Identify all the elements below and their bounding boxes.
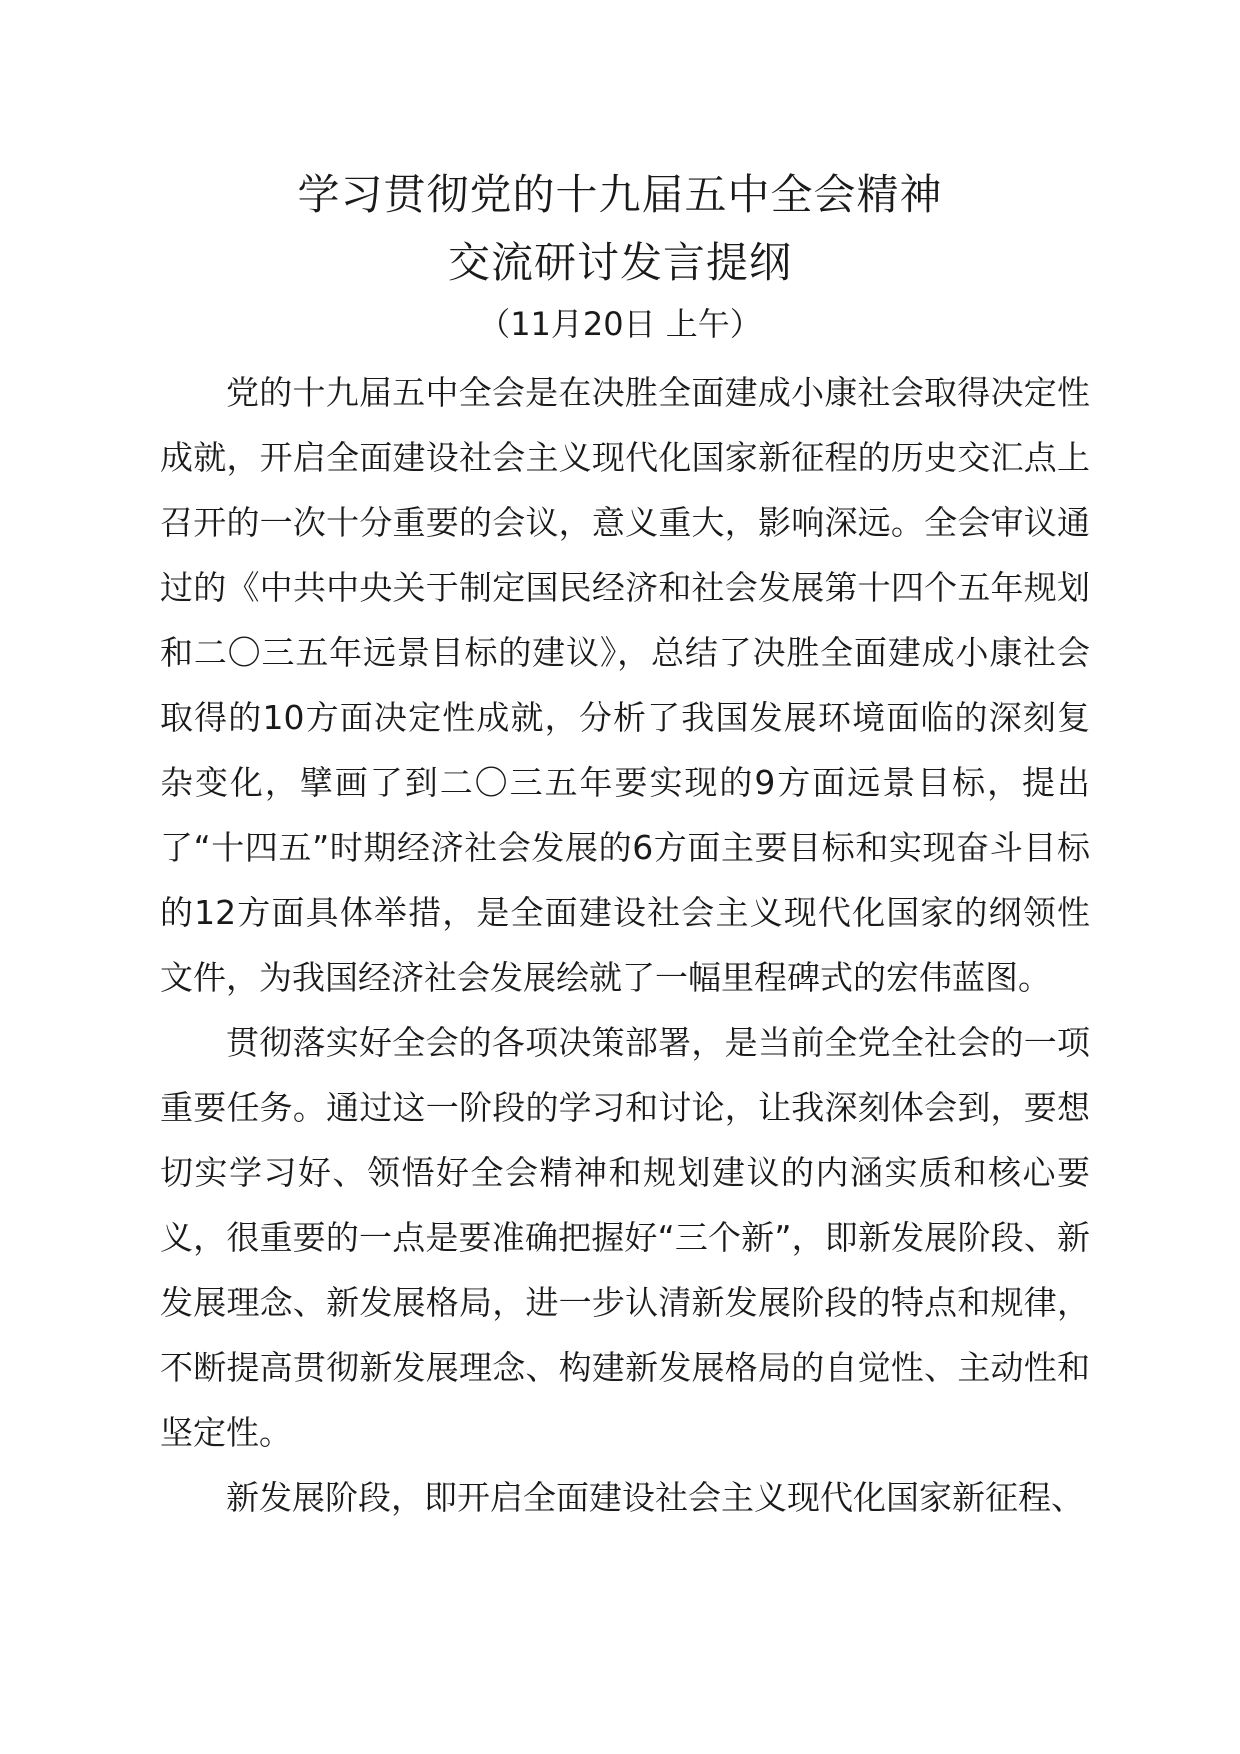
body-paragraph-1: 党的十九届五中全会是在决胜全面建成小康社会取得决定性成就，开启全面建设社会主义现代化国家新征程的历史交汇点上召开的一次十分重要的会议，意义重大，影响深远。全会审议通过的《中共中央关于制定国民经济和社会发展第十四个五年规划和二〇三五年远景目标的建议》，总结了决胜全面建成小康社会取得的10方面决定性成就，分析了我国发展环境面临的深刻复杂变化，擘画了到二〇三五年要实现的9方面远景目标，提出了“十四五”时期经济社会发展的6方面主要目标和实现奋斗目标的12方面具体举措，是全面建设社会主义现代化国家的纲领性文件，为我国经济社会发展绘就了一幅里程碑式的宏伟蓝图。 bbox=[160, 373, 1090, 997]
document-title-line-1: 学习贯彻党的十九届五中全会精神 bbox=[297, 170, 943, 219]
body-paragraph-3: 新发展阶段，即开启全面建设社会主义现代化国家新征程、 bbox=[226, 1478, 1084, 1517]
body-paragraph-2: 贯彻落实好全会的各项决策部署，是当前全党全社会的一项重要任务。通过这一阶段的学习和讨论，让我深刻体会到，要想切实学习好、领悟好全会精神和规划建议的内涵实质和核心要义，很重要的一点是要准确把握好“三个新”，即新发展阶段、新发展理念、新发展格局，进一步认清新发展阶段的特点和规律，不断提高贯彻新发展理念、构建新发展格局的自觉性、主动性和坚定性。 bbox=[160, 1023, 1090, 1452]
document-title-line-2: 交流研讨发言提纲 bbox=[447, 238, 792, 287]
document-body bbox=[160, 360, 1090, 1530]
document-date-subtitle: （11月20日 上午） bbox=[478, 305, 762, 343]
